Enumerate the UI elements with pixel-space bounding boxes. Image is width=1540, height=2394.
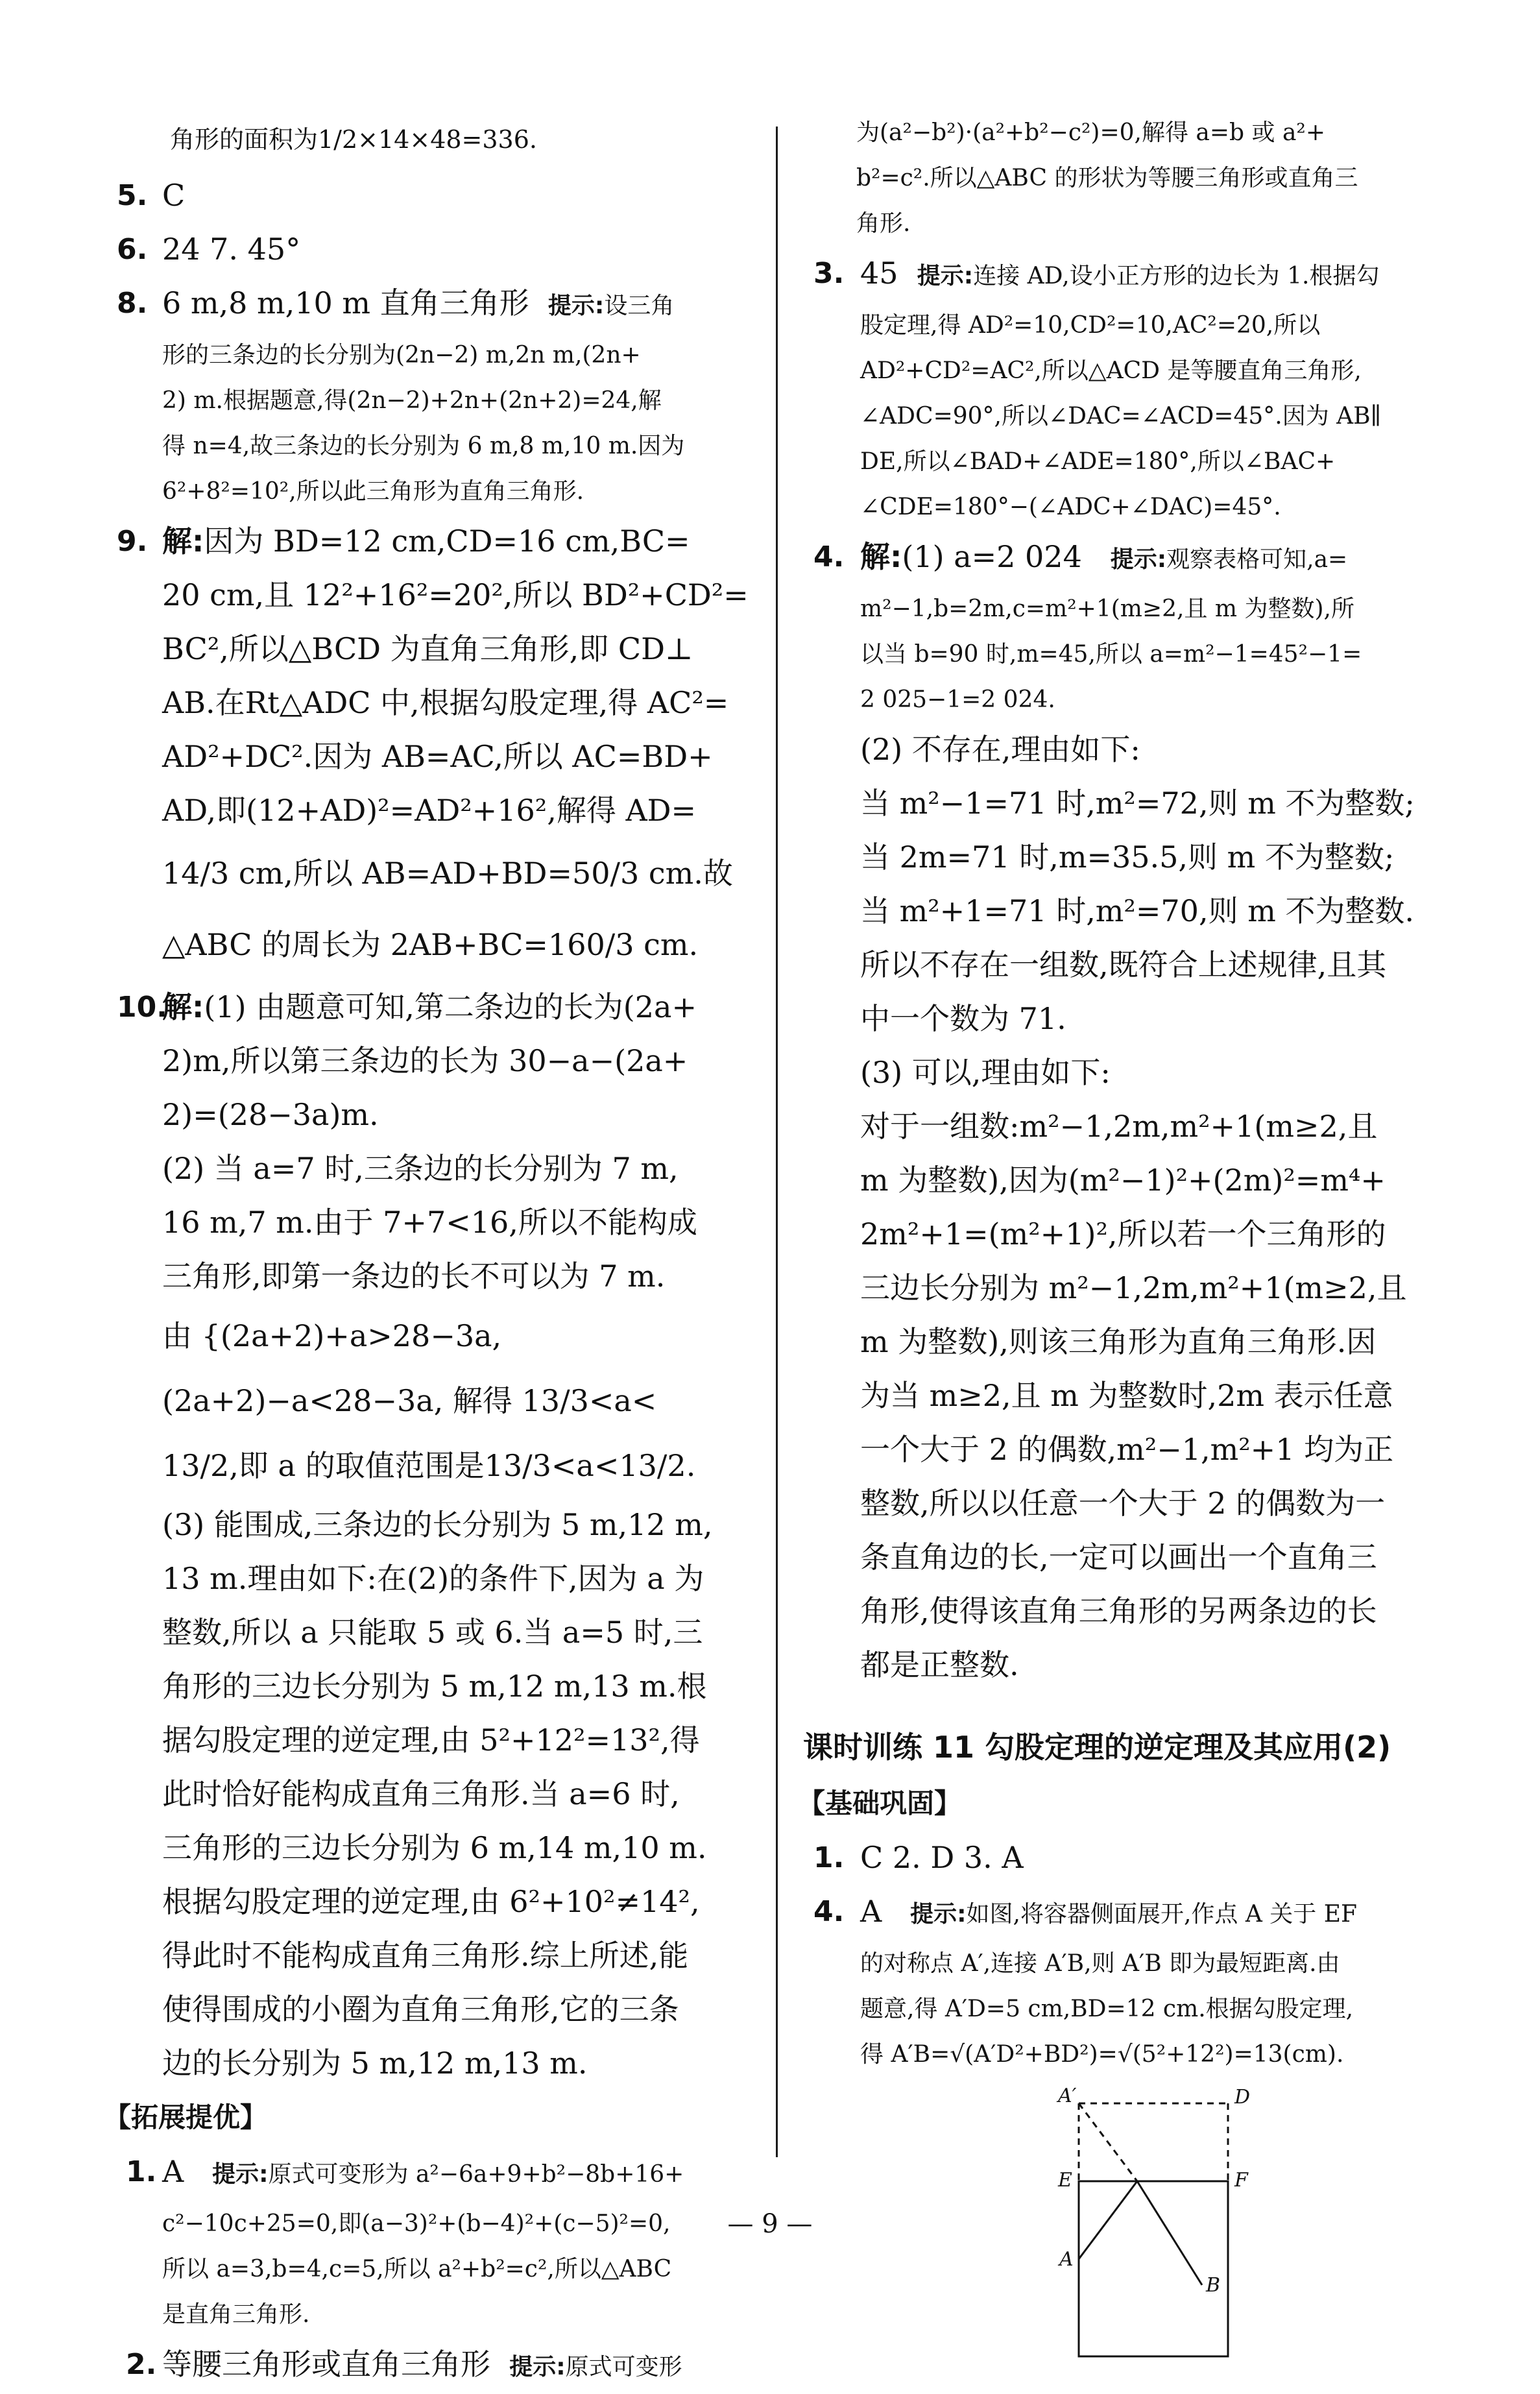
hint-line: 2) m.根据题意,得(2n−2)+2n+(2n+2)=24,解 — [162, 387, 662, 414]
answer-line: AD,即(12+AD)²=AD²+16²,解得 AD= — [162, 793, 697, 828]
answer-line: BC²,所以△BCD 为直角三角形,即 CD⊥ — [162, 631, 693, 666]
answer-line: 所以不存在一组数,既符合上述规律,且其 — [860, 947, 1387, 982]
question-b4: 4. A 提示:如图,将容器侧面展开,作点 A 关于 EF 的对称点 A′,连接 A′B,则 A′B 即为最短距离.由 题意,得 A′D=5 cm,BD=12 cm.根据勾股定理, 得 A′B=√(A′D²+BD²)=√(5²+12²)=13(cm). — [803, 1885, 1452, 2077]
hint-label: 提示: — [547, 293, 605, 319]
hint-line: 股定理,得 AD²=10,CD²=10,AC²=20,所以 — [860, 312, 1321, 339]
answer-line: 根据勾股定理的逆定理,由 6²+10²≠14², — [162, 1884, 700, 1919]
label-f: F — [1234, 2169, 1248, 2192]
answer-line: m 为整数),则该三角形为直角三角形.因 — [860, 1324, 1377, 1359]
answer-line: 当 m²+1=71 时,m²=70,则 m 不为整数. — [860, 893, 1415, 928]
answer-line: 使得围成的小圈为直角三角形,它的三条 — [162, 1992, 679, 2027]
hint-label: 提示: — [1110, 546, 1167, 573]
question-10: 10. 解:(1) 由题意可知,第二条边的长为(2a+ 2)m,所以第三条边的长为 30−a−(2a+ 2)=(28−3a)m. (2) 当 a=7 时,三条边的长分别为 7 m, 16 m,7 m.由于 7+7<16,所以不能构成 三角形,即第一条边的长不可以为 7 m. 由 {(2a+2)+a>28−3a, (2a+2)−a<28−3a, 解得 13/3<a< 13/2,即 a 的取值范围是13/3<a<13/2. (3) 能围成,三条边的长分别为 5 m,12 m, 13 m.理由如下:在(2)的条件下,因为 a 为 整数,所以 a 只能取 5 或 6.当 a=5 时,三 角形的三边长分别为 5 m,12 m,13 m.根 据勾股定理的逆定理,由 5²+12²=13²,得 此时恰好能构成直角三角形.当 a=6 时, 三角形的三边长分别为 6 m,14 m,10 m. 根据勾股定理的逆定理,由 6²+10²≠14², 得此时不能构成直角三角形.综上所述,能 使得围成的小圈为直角三角形,它的三条 边的长分别为 5 m,12 m,13 m. — [117, 980, 765, 2090]
answer-line: AD²+DC².因为 AB=AC,所以 AC=BD+ — [162, 739, 713, 774]
hint-line: 题意,得 A′D=5 cm,BD=12 cm.根据勾股定理, — [860, 1996, 1354, 2022]
hint-line: AD²+CD²=AC²,所以△ACD 是等腰直角三角形, — [860, 357, 1362, 384]
section-heading-jichu: 【基础巩固】 — [798, 1787, 962, 1819]
answer-line: 当 2m=71 时,m=35.5,则 m 不为整数; — [860, 840, 1395, 875]
answer-line: △ABC 的周长为 2AB+BC=160/3 cm. — [162, 927, 699, 962]
label-d: D — [1234, 2086, 1251, 2109]
answer-line: 16 m,7 m.由于 7+7<16,所以不能构成 — [162, 1205, 697, 1240]
answer-line: 三角形,即第一条边的长不可以为 7 m. — [162, 1259, 666, 1294]
answer-line: 据勾股定理的逆定理,由 5²+12²=13²,得 — [162, 1723, 700, 1758]
answer-line: (2) 当 a=7 时,三条边的长分别为 7 m, — [162, 1151, 679, 1186]
answer-line: 角形,使得该直角三角形的另两条边的长 — [860, 1593, 1377, 1628]
hint-line: 形的三条边的长分别为(2n−2) m,2n m,(2n+ — [162, 342, 641, 369]
answer-line: 对于一组数:m²−1,2m,m²+1(m≥2,且 — [860, 1109, 1378, 1144]
question-5: 5. C — [117, 178, 186, 213]
hint-line: c²−10c+25=0,即(a−3)²+(b−4)²+(c−5)²=0, — [162, 2210, 671, 2237]
label-b: B — [1206, 2274, 1221, 2297]
label-a-prime: A′ — [1058, 2085, 1077, 2107]
answer-line: (3) 可以,理由如下: — [860, 1055, 1111, 1090]
left-column — [104, 110, 765, 2394]
answer-line: 都是正整数. — [860, 1647, 1019, 1682]
column-divider — [776, 127, 778, 2157]
label-e: E — [1058, 2169, 1072, 2192]
label-a: A — [1059, 2248, 1074, 2271]
text-line: 角形的面积为1/2×14×48=336. — [170, 125, 537, 154]
hint-label: 提示: — [910, 1901, 967, 1928]
answer-line: 角形的三边长分别为 5 m,12 m,13 m.根 — [162, 1669, 707, 1704]
question-8: 8. 6 m,8 m,10 m 直角三角形 提示:设三角 形的三条边的长分别为(2n−2) m,2n m,(2n+ 2) m.根据题意,得(2n−2)+2n+(2n+2)=24,解 得 n=4,故三条边的长分别为 6 m,8 m,10 m.因为 6²+8²=10²,所以此三角形为直角三角形. — [117, 276, 765, 514]
question-t2: 2. 等腰三角形或直角三角形 提示:原式可变形 — [126, 2347, 682, 2382]
hint-line: 得 A′B=√(A′D²+BD²)=√(5²+12²)=13(cm). — [860, 2041, 1344, 2068]
answer-line: 由 {(2a+2)+a>28−3a, (2a+2)−a<28−3a, 解得 13/3<a< — [162, 1318, 657, 1418]
hint-line: m²−1,b=2m,c=m²+1(m≥2,且 m 为整数),所 — [860, 596, 1354, 622]
answer-line: (2) 不存在,理由如下: — [860, 732, 1140, 767]
answer-line: 三边长分别为 m²−1,2m,m²+1(m≥2,且 — [860, 1270, 1407, 1305]
hint-label: 提示: — [917, 263, 974, 289]
right-column — [798, 110, 1452, 2372]
hint-line: ∠ADC=90°,所以∠DAC=∠ACD=45°.因为 AB∥ — [860, 403, 1382, 429]
answer-line: 边的长分别为 5 m,12 m,13 m. — [162, 2046, 588, 2081]
answer-line: AB.在Rt△ADC 中,根据勾股定理,得 AC²= — [162, 685, 729, 720]
answer-line: 13/2,即 a 的取值范围是13/3<a<13/2. — [162, 1448, 696, 1483]
section-heading-tuozhan: 【拓展提优】 — [104, 2101, 268, 2133]
answer-line: 为当 m≥2,且 m 为整数时,2m 表示任意 — [860, 1378, 1393, 1413]
question-6-7: 6. 24 7. 45° — [117, 232, 301, 267]
answer-line: 2)m,所以第三条边的长为 30−a−(2a+ — [162, 1043, 688, 1078]
answer-line: 2)=(28−3a)m. — [162, 1097, 379, 1132]
question-t4: 4. 解:(1) a=2 024 提示:观察表格可知,a= m²−1,b=2m,c=m²+1(m≥2,且 m 为整数),所 以当 b=90 时,m=45,所以 a=m²−1=45²−1= 2 025−1=2 024. (2) 不存在,理由如下: 当 m²−1=71 时,m²=72,则 m 不为整数; 当 2m=71 时,m=35.5,则 m 不为整数; 当 m²+1=71 时,m²=70,则 m 不为整数. 所以不存在一组数,既符合上述规律,且其 中一个数为 71. (3) 可以,理由如下: 对于一组数:m²−1,2m,m²+1(m≥2,且 m 为整数),因为(m²−1)²+(2m)²=m⁴+ 2m²+1=(m²+1)²,所以若一个三角形的 三边长分别为 m²−1,2m,m²+1(m≥2,且 m 为整数),则该三角形为直角三角形.因 为当 m≥2,且 m 为整数时,2m 表示任意 一个大于 2 的偶数,m²−1,m²+1 均为正 整数,所以以任意一个大于 2 的偶数为一 条直角边的长,一定可以画出一个直角三 角形,使得该直角三角形的另两条边的长 都是正整数. — [803, 530, 1452, 1692]
answer-line: 中一个数为 71. — [860, 1001, 1066, 1036]
question-t1: 1. A 提示:原式可变形为 a²−6a+9+b²−8b+16+ c²−10c+25=0,即(a−3)²+(b−4)²+(c−5)²=0, 所以 a=3,b=4,c=5,所以 a²+b²=c²,所以△ABC 是直角三角形. — [117, 2145, 765, 2338]
hint-line: 2 025−1=2 024. — [860, 686, 1055, 713]
question-t3: 3. 45 提示:连接 AD,设小正方形的边长为 1.根据勾 股定理,得 AD²=10,CD²=10,AC²=20,所以 AD²+CD²=AC²,所以△ACD 是等腰直角三角形, ∠ADC=90°,所以∠DAC=∠ACD=45°.因为 AB∥ DE,所以∠BAD+∠ADE=180°,所以∠BAC+ ∠CDE=180°−(∠ADC+∠DAC)=45°. — [803, 247, 1452, 530]
hint-line: 6²+8²=10²,所以此三角形为直角三角形. — [162, 478, 584, 505]
question-b1-3: 1. C 2. D 3. A — [813, 1840, 1024, 1875]
answer-line: 条直角边的长,一定可以画出一个直角三 — [860, 1540, 1377, 1575]
answer-line: (3) 能围成,三条边的长分别为 5 m,12 m, — [162, 1507, 713, 1542]
answer-line: 一个大于 2 的偶数,m²−1,m²+1 均为正 — [860, 1432, 1394, 1467]
answer-line: 三角形的三边长分别为 6 m,14 m,10 m. — [162, 1830, 707, 1865]
hint-line: DE,所以∠BAD+∠ADE=180°,所以∠BAC+ — [860, 448, 1336, 475]
hint-line: 所以 a=3,b=4,c=5,所以 a²+b²=c²,所以△ABC — [162, 2256, 672, 2282]
answer-line: 此时恰好能构成直角三角形.当 a=6 时, — [162, 1776, 680, 1811]
hint-line: 得 n=4,故三条边的长分别为 6 m,8 m,10 m.因为 — [162, 433, 685, 459]
answer-line: 14/3 cm,所以 AB=AD+BD=50/3 cm.故 — [162, 856, 733, 891]
answer-line: 2m²+1=(m²+1)²,所以若一个三角形的 — [860, 1216, 1386, 1251]
page-number: — 9 — — [727, 2209, 813, 2239]
answer-line: 得此时不能构成直角三角形.综上所述,能 — [162, 1938, 689, 1973]
hint-line: ∠CDE=180°−(∠ADC+∠DAC)=45°. — [860, 494, 1281, 520]
answer-line: 当 m²−1=71 时,m²=72,则 m 不为整数; — [860, 786, 1415, 821]
hint-line: 为(a²−b²)·(a²+b²−c²)=0,解得 a=b 或 a²+ — [856, 119, 1326, 146]
dashed-segment-a1-b — [1079, 2103, 1137, 2181]
hint-line: 的对称点 A′,连接 A′B,则 A′B 即为最短距离.由 — [860, 1950, 1340, 1977]
hint-line: 角形. — [856, 210, 911, 237]
hint-label: 提示: — [212, 2161, 269, 2188]
question-9: 9. 解:因为 BD=12 cm,CD=16 cm,BC= 20 cm,且 12²+16²=20²,所以 BD²+CD²= BC²,所以△BCD 为直角三角形,即 CD⊥ AB.在Rt△ADC 中,根据勾股定理,得 AC²= AD²+DC².因为 AB=AC,所以 AC=BD+ AD,即(12+AD)²=AD²+16²,解得 AD= 14/3 cm,所以 AB=AD+BD=50/3 cm.故 △ABC 的周长为 2AB+BC=160/3 cm. — [117, 514, 765, 980]
hint-line: 是直角三角形. — [162, 2301, 310, 2328]
hint-line: 以当 b=90 时,m=45,所以 a=m²−1=45²−1= — [860, 641, 1362, 668]
hint-label: 提示: — [509, 2354, 566, 2380]
answer-line: 20 cm,且 12²+16²=20²,所以 BD²+CD²= — [162, 577, 749, 612]
hint-line: b²=c².所以△ABC 的形状为等腰三角形或直角三 — [856, 165, 1358, 191]
answer-line: m 为整数),因为(m²−1)²+(2m)²=m⁴+ — [860, 1163, 1386, 1198]
answer-line: 整数,所以 a 只能取 5 或 6.当 a=5 时,三 — [162, 1615, 703, 1650]
answer-line: 13 m.理由如下:在(2)的条件下,因为 a 为 — [162, 1561, 704, 1596]
lesson-title: 课时训练 11 勾股定理的逆定理及其应用(2) — [803, 1730, 1391, 1765]
answer-line: 整数,所以以任意一个大于 2 的偶数为一 — [860, 1486, 1386, 1521]
